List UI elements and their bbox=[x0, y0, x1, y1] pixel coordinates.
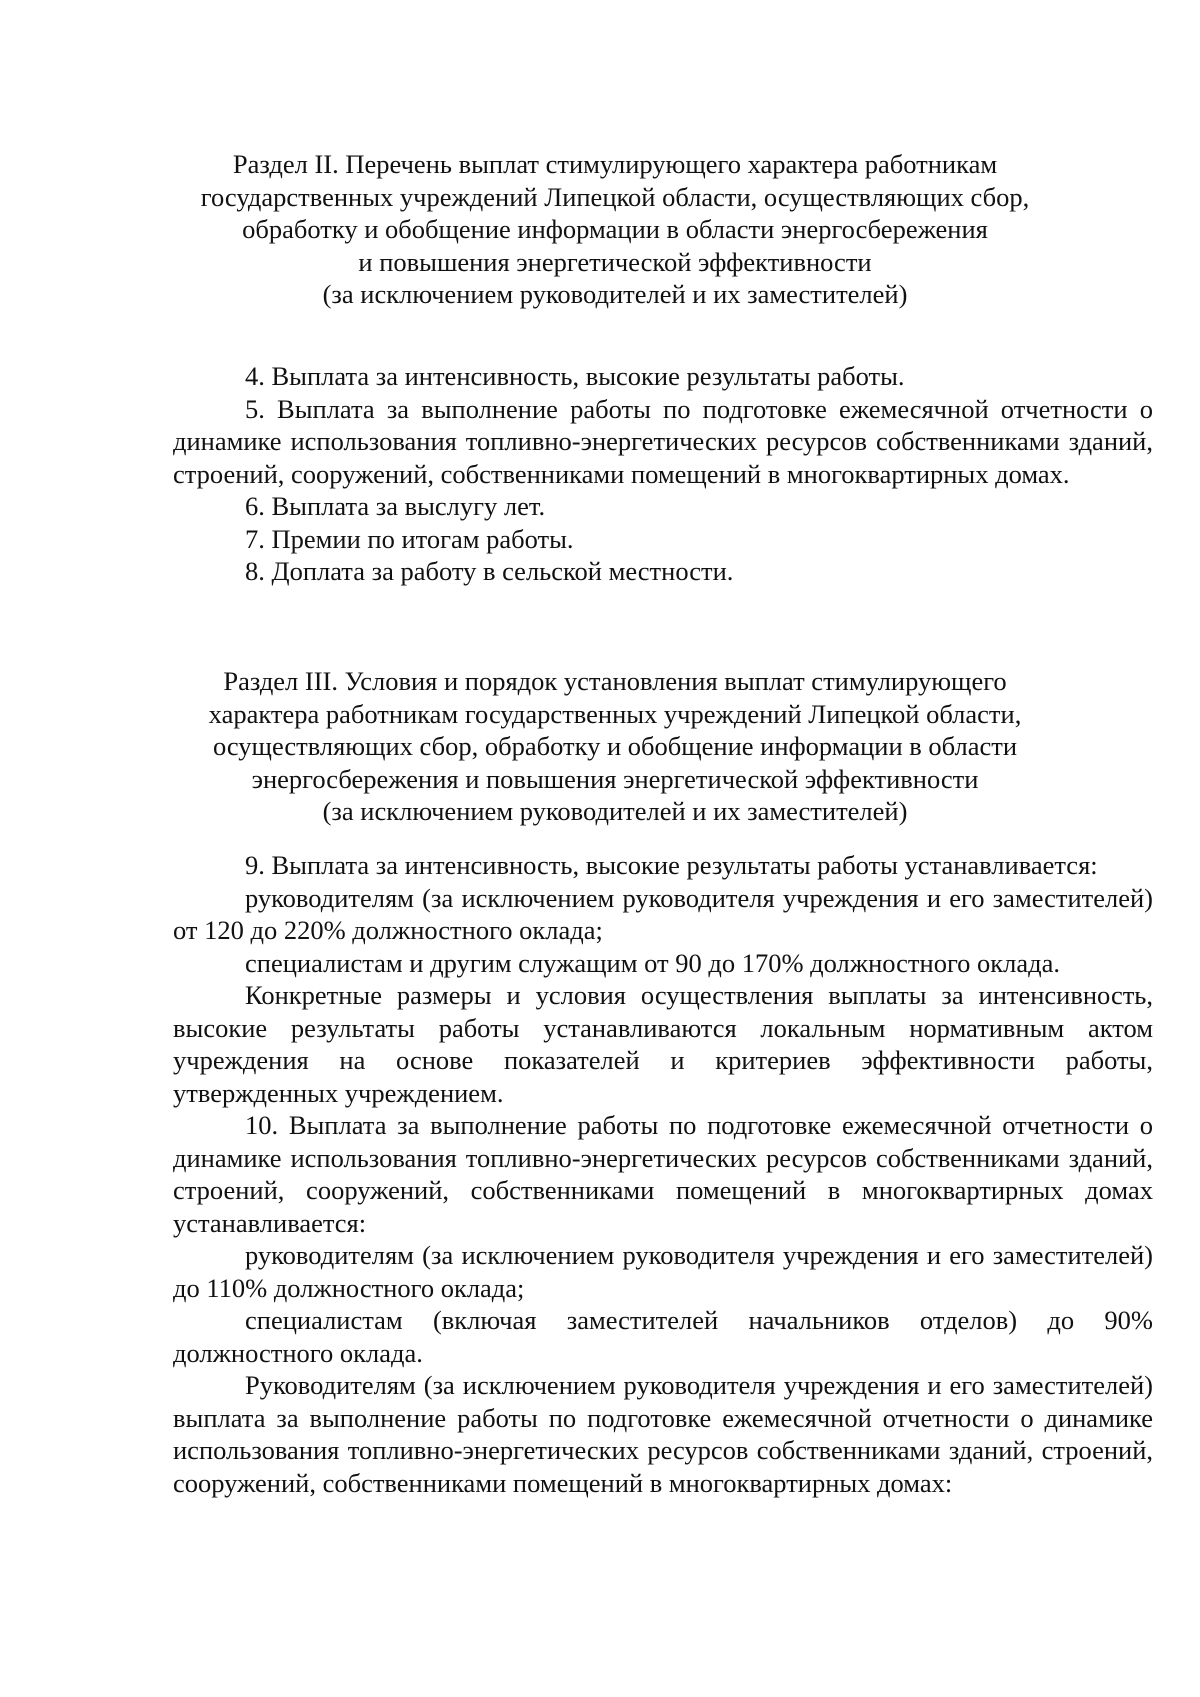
list-item: 4. Выплата за интенсивность, высокие результаты работы. bbox=[245, 361, 905, 391]
paragraph: руководителям (за исключением руководителя учреждения и его заместителей) от 120 до 220% должностного оклада; bbox=[173, 882, 1153, 945]
heading-line: характера работникам государственных учреждений Липецкой области, bbox=[208, 698, 1022, 729]
paragraph: 10. Выплата за выполнение работы по подготовке ежемесячной отчетности о динамике использования топливно-энергетических ресурсов собственниками зданий, строений, сооружений, собственниками помещений в многоквартирных домах устанавливается: bbox=[173, 1110, 1153, 1238]
heading-line: энергосбережения и повышения энергетической эффективности bbox=[251, 763, 979, 794]
heading-line: (за исключением руководителей и их заместителей) bbox=[322, 796, 908, 826]
heading-line: и повышения энергетической эффективности bbox=[358, 246, 872, 277]
heading-line: обработку и обобщение информации в области энергосбережения bbox=[242, 214, 988, 244]
list-item: 6. Выплата за выслугу лет. bbox=[245, 491, 546, 521]
heading-line: Раздел II. Перечень выплат стимулирующего характера работникам bbox=[232, 149, 998, 179]
paragraph: 9. Выплата за интенсивность, высокие результаты работы устанавливается: bbox=[245, 850, 1098, 880]
heading-line: осуществляющих сбор, обработку и обобщение информации в области bbox=[212, 731, 1018, 761]
section-2-heading bbox=[150, 148, 1080, 311]
section-3-heading bbox=[150, 665, 1080, 828]
heading-line: (за исключением руководителей и их заместителей) bbox=[322, 279, 908, 309]
section-2-list bbox=[173, 360, 1153, 588]
paragraph: специалистам и другим служащим от 90 до 170% должностного оклада. bbox=[245, 947, 1061, 978]
list-item: 7. Премии по итогам работы. bbox=[245, 523, 574, 554]
list-item: 8. Доплата за работу в сельской местности. bbox=[245, 556, 734, 586]
section-3-body bbox=[173, 849, 1153, 1499]
heading-line: Раздел III. Условия и порядок установления выплат стимулирующего bbox=[223, 666, 1007, 696]
paragraph: Руководителям (за исключением руководителя учреждения и его заместителей) выплата за выполнение работы по подготовке ежемесячной отчетности о динамике использования топливно-энергетических ресурсов собственниками зданий, строений, сооружений, собственниками помещений в многоквартирных домах: bbox=[173, 1370, 1153, 1498]
heading-line: государственных учреждений Липецкой области, осуществляющих сбор, bbox=[200, 181, 1030, 212]
paragraph: специалистам (включая заместителей начальников отделов) до 90% должностного оклада. bbox=[173, 1305, 1153, 1368]
list-item: 5. Выплата за выполнение работы по подготовке ежемесячной отчетности о динамике использования топливно-энергетических ресурсов собственниками зданий, строений, сооружений, собственниками помещений в многоквартирных домах. bbox=[173, 393, 1153, 489]
paragraph: Конкретные размеры и условия осуществления выплаты за интенсивность, высокие результаты работы устанавливаются локальным нормативным актом учреждения на основе показателей и критериев эффективности работы, утвержденных учреждением. bbox=[173, 980, 1153, 1108]
paragraph: руководителям (за исключением руководителя учреждения и его заместителей) до 110% должностного оклада; bbox=[173, 1240, 1153, 1303]
